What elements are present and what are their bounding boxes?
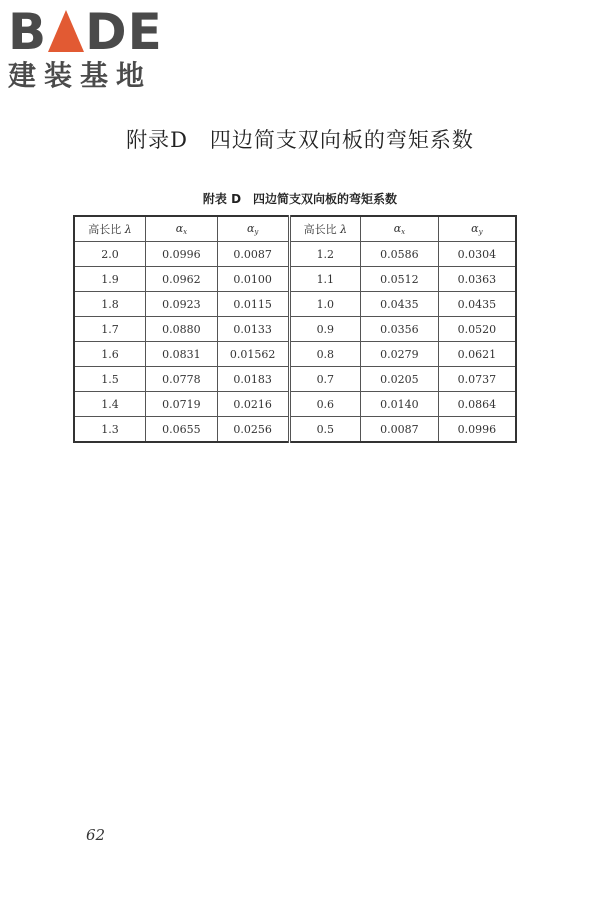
table-cell: 0.0864 — [438, 392, 516, 417]
table-cell: 1.5 — [74, 367, 146, 392]
table-cell: 0.0256 — [217, 417, 289, 443]
header-alpha-y-left — [217, 216, 289, 242]
table-cell: 1.9 — [74, 267, 146, 292]
subscript-x: x — [183, 228, 188, 236]
subscript-y: y — [478, 228, 483, 236]
table-cell: 0.0778 — [146, 367, 218, 392]
table-cell: 1.8 — [74, 292, 146, 317]
table-row — [74, 392, 516, 417]
logo-letters-left: B — [8, 3, 48, 61]
moment-coefficient-table — [73, 215, 517, 443]
table-cell: 0.0087 — [361, 417, 439, 443]
table-header-row — [74, 216, 516, 242]
alpha-symbol: α — [246, 222, 255, 235]
table-cell: 0.0655 — [146, 417, 218, 443]
table-cell: 0.0087 — [217, 242, 289, 267]
header-ratio-label: 高长比 — [88, 223, 122, 236]
header-alpha-x-left — [146, 216, 218, 242]
table-cell: 0.0115 — [217, 292, 289, 317]
logo-subtitle: 建装基地 — [8, 59, 153, 92]
logo-wordmark — [8, 3, 173, 61]
table-cell: 0.0435 — [361, 292, 439, 317]
table-caption: 附表 D 四边简支双向板的弯矩系数 — [202, 192, 398, 206]
table-cell: 0.0962 — [146, 267, 218, 292]
header-ratio-right — [289, 216, 361, 242]
table-cell: 1.7 — [74, 317, 146, 342]
table-cell: 2.0 — [74, 242, 146, 267]
table-cell: 0.0996 — [146, 242, 218, 267]
header-ratio-left — [74, 216, 146, 242]
table-cell: 0.0279 — [361, 342, 439, 367]
publisher-logo — [8, 3, 173, 92]
table-cell: 0.0512 — [361, 267, 439, 292]
table-row — [74, 342, 516, 367]
table-cell: 1.3 — [74, 417, 146, 443]
table-cell: 0.7 — [289, 367, 361, 392]
header-alpha-x-right — [361, 216, 439, 242]
table-cell: 0.5 — [289, 417, 361, 443]
table-cell: 1.2 — [289, 242, 361, 267]
subscript-x: x — [401, 228, 406, 236]
page-title: 附录D 四边简支双向板的弯矩系数 — [126, 128, 474, 152]
table-cell: 0.0183 — [217, 367, 289, 392]
table-cell: 0.0100 — [217, 267, 289, 292]
table-cell: 0.0737 — [438, 367, 516, 392]
header-alpha-y-right — [438, 216, 516, 242]
page-number: 62 — [86, 826, 106, 844]
table-cell: 0.01562 — [217, 342, 289, 367]
alpha-symbol: α — [393, 222, 402, 235]
table-cell: 0.0996 — [438, 417, 516, 443]
table-row — [74, 242, 516, 267]
table-cell: 0.0923 — [146, 292, 218, 317]
header-ratio-label: 高长比 — [303, 223, 337, 236]
logo-letters-right: DE — [85, 3, 163, 61]
table-cell: 1.6 — [74, 342, 146, 367]
table-cell: 0.0831 — [146, 342, 218, 367]
table-cell: 0.0435 — [438, 292, 516, 317]
table-cell: 0.0880 — [146, 317, 218, 342]
table-row — [74, 292, 516, 317]
table-cell: 1.0 — [289, 292, 361, 317]
table-cell: 0.0363 — [438, 267, 516, 292]
table-cell: 0.8 — [289, 342, 361, 367]
table-cell: 0.0133 — [217, 317, 289, 342]
subscript-y: y — [254, 228, 259, 236]
table-cell: 0.0586 — [361, 242, 439, 267]
table-cell: 0.0356 — [361, 317, 439, 342]
table-row — [74, 417, 516, 443]
table-cell: 1.1 — [289, 267, 361, 292]
table-cell: 0.9 — [289, 317, 361, 342]
table-cell: 1.4 — [74, 392, 146, 417]
logo-triangle-icon — [48, 10, 84, 52]
table-cell: 0.0304 — [438, 242, 516, 267]
lambda-symbol: λ — [124, 223, 132, 236]
table-cell: 0.0140 — [361, 392, 439, 417]
table-cell: 0.0719 — [146, 392, 218, 417]
table-cell: 0.0520 — [438, 317, 516, 342]
table-row — [74, 317, 516, 342]
alpha-symbol: α — [471, 222, 479, 235]
lambda-symbol: λ — [340, 223, 348, 236]
table-cell: 0.6 — [289, 392, 361, 417]
alpha-symbol: α — [175, 222, 184, 235]
table-row — [74, 367, 516, 392]
table-cell: 0.0205 — [361, 367, 439, 392]
table-cell: 0.0621 — [438, 342, 516, 367]
table-cell: 0.0216 — [217, 392, 289, 417]
table-row — [74, 267, 516, 292]
